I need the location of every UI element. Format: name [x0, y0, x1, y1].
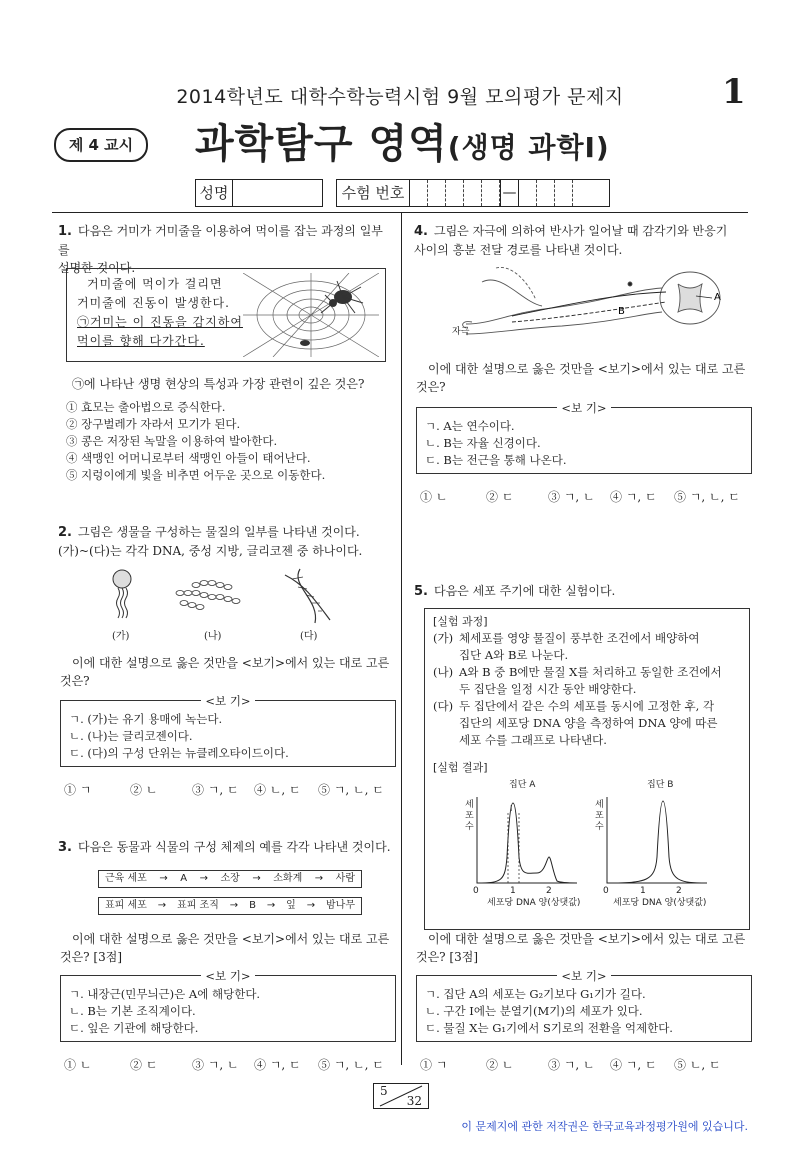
- question-stem: 그림은 생물을 구성하는 물질의 일부를 나타낸 것이다.: [77, 525, 360, 539]
- flow-arrow: →: [306, 900, 316, 911]
- bogi-item: ㄴ. B는 기본 조직계이다.: [69, 1004, 196, 1018]
- step-label: (가): [433, 631, 454, 645]
- choice-option[interactable]: ④ ㄱ, ㄷ: [610, 1058, 657, 1072]
- digit-cell: [446, 180, 464, 206]
- y-axis-label-a: 세 포 수: [465, 800, 474, 832]
- question-stem: 설명한 것이다.: [58, 261, 136, 275]
- subject-sub: (생명 과학Ⅰ): [447, 131, 610, 164]
- choice-option[interactable]: ① ㄱ: [420, 1058, 448, 1072]
- choice-option[interactable]: ② ㄴ: [486, 1058, 514, 1072]
- flow-arrow: →: [252, 873, 261, 884]
- graph-b-curve: [607, 801, 707, 883]
- figure-label: (가): [112, 631, 130, 642]
- choice-option[interactable]: ② ㄴ: [130, 783, 158, 797]
- step-label: (다): [433, 699, 454, 713]
- label-a: A: [714, 292, 721, 303]
- tick-label: 1: [510, 886, 516, 896]
- choice-option[interactable]: ⑤ ㄱ, ㄴ, ㄷ: [318, 783, 384, 797]
- bogi-title: <보 기>: [417, 400, 751, 417]
- question-number: 2.: [58, 525, 72, 540]
- page-indicator: [373, 1083, 429, 1109]
- flow-item: 근육 세포: [105, 873, 147, 884]
- label-stimulus: 자극: [452, 327, 470, 337]
- choice-option[interactable]: ① ㄱ: [64, 783, 92, 797]
- digit-cell: [482, 180, 500, 206]
- glycogen-figure: [176, 581, 240, 610]
- q5-experiment-box: [424, 608, 750, 930]
- bogi-item: ㄷ. B는 전근을 통해 나온다.: [425, 453, 567, 467]
- passage-line: 거미줄에 진동이 발생한다.: [77, 296, 230, 310]
- q1-passage-box: [66, 268, 386, 362]
- question-number: 3.: [58, 840, 72, 855]
- graph-a-axes: [477, 797, 577, 883]
- choice-option[interactable]: ⑤ ㄱ, ㄴ, ㄷ: [318, 1058, 384, 1072]
- flow-arrow: →: [159, 873, 168, 884]
- page-current: 5: [380, 1084, 388, 1098]
- q4-bogi-box: [416, 401, 752, 474]
- graph-b-axes: [607, 797, 707, 883]
- q5-choices: [420, 1056, 750, 1073]
- passage-line: ㉠거미는 이 진동을 감지하여: [77, 315, 243, 329]
- prompt-line: 이에 대한 설명으로 옳은 것만을 <보기>에서 있는 대로 고른: [72, 932, 390, 946]
- x-axis-label-a: 세포당 DNA 양(상댓값): [487, 898, 581, 908]
- animal-organization-row: [98, 870, 362, 888]
- bogi-item: ㄱ. A는 연수이다.: [425, 419, 515, 433]
- flow-item: 소장: [220, 873, 240, 884]
- flow-arrow: →: [157, 900, 167, 911]
- q3-bogi-box: [60, 969, 396, 1042]
- dna-figure: [285, 569, 330, 623]
- step-text: 체세포를 영양 물질이 풍부한 조건에서 배양하여: [459, 631, 700, 645]
- flow-item: 표피 세포: [105, 900, 147, 911]
- choice-option[interactable]: ④ ㄱ, ㄷ: [610, 490, 657, 504]
- copyright-notice: 이 문제지에 관한 저작권은 한국교육과정평가원에 있습니다.: [461, 1120, 748, 1133]
- bogi-item: ㄱ. (가)는 유기 용매에 녹는다.: [69, 712, 223, 726]
- plant-organization-row: [98, 897, 362, 915]
- q2-bogi-box: [60, 694, 396, 767]
- digit-cell: [537, 180, 555, 206]
- question-stem: 다음은 동물과 식물의 구성 체제의 예를 각각 나타낸 것이다.: [77, 840, 391, 854]
- choice-option[interactable]: ③ ㄱ, ㄴ: [548, 490, 595, 504]
- digit-cell: [464, 180, 482, 206]
- choice-option[interactable]: ⑤ ㄴ, ㄷ: [674, 1058, 721, 1072]
- choice-option[interactable]: ⑤ ㄱ, ㄴ, ㄷ: [674, 490, 740, 504]
- question-3: [58, 838, 394, 857]
- prompt-line: 이에 대한 설명으로 옳은 것만을 <보기>에서 있는 대로 고른: [72, 656, 390, 670]
- digit-cell: [573, 180, 590, 206]
- name-field[interactable]: [233, 180, 322, 206]
- choice-option[interactable]: ③ ㄱ, ㄴ: [548, 1058, 595, 1072]
- answer-option[interactable]: ④ 색맹인 어머니로부터 색맹인 아들이 태어난다.: [66, 451, 311, 465]
- reflex-arc-figure: [452, 262, 724, 342]
- prompt-line: 것은? [3점]: [60, 950, 123, 964]
- top-rule: [52, 212, 748, 213]
- question-stem: 그림은 자극에 의하여 반사가 일어날 때 감각기와 반응기: [433, 224, 728, 238]
- label-b: B: [618, 306, 625, 317]
- question-prompt: [416, 360, 748, 396]
- flow-arrow: →: [229, 900, 239, 911]
- choice-option[interactable]: ② ㄷ: [130, 1058, 158, 1072]
- bogi-item: ㄷ. (다)의 구성 단위는 뉴클레오타이드이다.: [69, 746, 289, 760]
- question-4: [414, 222, 748, 259]
- tick-label: 2: [546, 886, 552, 896]
- tick-label: 0: [603, 886, 609, 896]
- question-number: 4.: [414, 224, 428, 239]
- question-prompt: [416, 930, 748, 966]
- graph-a-title: 집단 A: [509, 780, 536, 790]
- dna-content-graphs: [447, 777, 737, 917]
- flow-arrow: →: [314, 873, 324, 884]
- bogi-title: <보 기>: [61, 968, 395, 985]
- choice-option[interactable]: ③ ㄱ, ㄷ: [192, 783, 239, 797]
- choice-option[interactable]: ② ㄷ: [486, 490, 514, 504]
- bogi-item: ㄷ. 물질 X는 G₁기에서 S기로의 전환을 억제한다.: [425, 1021, 673, 1035]
- step-text: 두 집단을 일정 시간 동안 배양한다.: [459, 682, 637, 696]
- choice-option[interactable]: ③ ㄱ, ㄴ: [192, 1058, 239, 1072]
- graph-a-curve: [477, 803, 577, 883]
- name-label: 성명: [196, 180, 233, 206]
- column-divider: [401, 212, 402, 1065]
- bogi-title: <보 기>: [417, 968, 751, 985]
- name-box: [195, 179, 323, 207]
- step-text: 집단의 세포당 DNA 양을 측정하여 DNA 양에 따른: [459, 716, 718, 730]
- q5-bogi-box: [416, 969, 752, 1042]
- question-stem: 사이의 흥분 전달 경로를 나타낸 것이다.: [414, 243, 623, 257]
- subject-main: 과학탐구 영역: [195, 121, 448, 167]
- flow-item: 표피 조직: [177, 900, 219, 911]
- exam-number-label: 수험 번호: [337, 180, 410, 206]
- choice-option[interactable]: ④ ㄴ, ㄷ: [254, 783, 301, 797]
- flow-arrow: →: [266, 900, 276, 911]
- region-label: I: [510, 804, 513, 813]
- answer-option[interactable]: ⑤ 지렁이에게 빛을 비추면 어두운 곳으로 이동한다.: [66, 468, 326, 482]
- result-title: [실험 결과]: [433, 761, 488, 774]
- exam-number-dash: —: [500, 180, 519, 206]
- x-axis-label-b: 세포당 DNA 양(상댓값): [613, 898, 707, 908]
- flow-item: 밤나무: [326, 900, 355, 911]
- prompt-line: 이에 대한 설명으로 옳은 것만을 <보기>에서 있는 대로 고른: [428, 362, 746, 376]
- question-2: [58, 523, 394, 560]
- subject-title: [195, 112, 610, 169]
- flow-item: 소화계: [273, 873, 303, 884]
- answer-option[interactable]: ③ 콩은 저장된 녹말을 이용하여 발아한다.: [66, 434, 278, 448]
- figure-label: (다): [300, 631, 318, 642]
- q2-choices: [64, 781, 394, 798]
- digit-cell: [519, 180, 537, 206]
- choice-option[interactable]: ① ㄴ: [420, 490, 448, 504]
- digit-cell: [428, 180, 446, 206]
- bogi-item: ㄱ. 내장근(민무늬근)은 A에 해당한다.: [69, 987, 261, 1001]
- tick-label: 0: [473, 886, 479, 896]
- flow-item: 잎: [286, 900, 296, 911]
- tick-label: 1: [640, 886, 646, 896]
- choice-option[interactable]: ① ㄴ: [64, 1058, 92, 1072]
- question-prompt: ㉠에 나타난 생명 현상의 특성과 가장 관련이 깊은 것은?: [72, 377, 365, 391]
- step-text: A와 B 중 B에만 물질 X를 처리하고 동일한 조건에서: [459, 665, 722, 679]
- question-5: [414, 582, 748, 601]
- exam-number-field[interactable]: [410, 180, 609, 206]
- molecule-figures: [100, 565, 350, 627]
- y-axis-label-b: 세 포 수: [595, 800, 604, 832]
- q4-choices: [420, 488, 750, 505]
- question-prompt: [60, 930, 394, 966]
- prompt-line: 것은? [3점]: [416, 950, 479, 964]
- flow-item: B: [249, 900, 256, 911]
- period-badge: 제 4 교시: [54, 128, 148, 162]
- bogi-item: ㄴ. B는 자율 신경이다.: [425, 436, 541, 450]
- bogi-item: ㄱ. 집단 A의 세포는 G₂기보다 G₁기가 길다.: [425, 987, 646, 1001]
- question-prompt: [60, 654, 394, 690]
- page-total: 32: [406, 1094, 422, 1108]
- q1-options: [66, 399, 396, 484]
- digit-cell: [555, 180, 573, 206]
- exam-title: 2014학년도 대학수학능력시험 9월 모의평가 문제지: [176, 86, 624, 108]
- spider-web-figure: [243, 273, 379, 357]
- flow-arrow: →: [199, 873, 208, 884]
- question-stem: 다음은 세포 주기에 대한 실험이다.: [433, 584, 616, 598]
- bogi-item: ㄷ. 잎은 기관에 해당한다.: [69, 1021, 199, 1035]
- step-label: (나): [433, 665, 454, 679]
- answer-option[interactable]: ② 장구벌레가 자라서 모기가 된다.: [66, 417, 241, 431]
- step-text: 두 집단에서 같은 수의 세포를 동시에 고정한 후, 각: [459, 699, 715, 713]
- prompt-line: 이에 대한 설명으로 옳은 것만을 <보기>에서 있는 대로 고른: [428, 932, 746, 946]
- choice-option[interactable]: ④ ㄱ, ㄷ: [254, 1058, 301, 1072]
- question-stem: 다음은 거미가 거미줄을 이용하여 먹이를 잡는 과정의 일부를: [58, 224, 383, 257]
- procedure-title: [실험 과정]: [433, 615, 488, 628]
- exam-number-box: [336, 179, 610, 207]
- prompt-line: 것은?: [60, 674, 90, 688]
- question-number: 1.: [58, 224, 72, 239]
- prompt-line: 것은?: [416, 380, 446, 394]
- tick-label: 2: [676, 886, 682, 896]
- question-number: 5.: [414, 584, 428, 599]
- step-text: 집단 A와 B로 나눈다.: [459, 648, 569, 662]
- bogi-item: ㄴ. 구간 Ⅰ에는 분열기(M기)의 세포가 있다.: [425, 1004, 643, 1018]
- graph-b-title: 집단 B: [647, 780, 674, 790]
- figure-label: (나): [204, 631, 222, 642]
- flow-item: 사람: [335, 873, 355, 884]
- passage-line: 먹이를 향해 다가간다.: [77, 334, 205, 348]
- flow-item: A: [180, 873, 188, 884]
- digit-cell: [410, 180, 428, 206]
- q3-choices: [64, 1056, 394, 1073]
- lipid-figure: [113, 570, 131, 618]
- step-text: 세포 수를 그래프로 나타낸다.: [459, 733, 607, 747]
- bogi-item: ㄴ. (나)는 글리코젠이다.: [69, 729, 193, 743]
- question-stem: (가)~(다)는 각각 DNA, 중성 지방, 글리코젠 중 하나이다.: [58, 544, 363, 558]
- passage-line: 거미줄에 먹이가 걸리면: [87, 277, 223, 291]
- page-number: 1: [722, 72, 746, 112]
- bogi-title: <보 기>: [61, 693, 395, 710]
- answer-option[interactable]: ① 효모는 출아법으로 증식한다.: [66, 400, 226, 414]
